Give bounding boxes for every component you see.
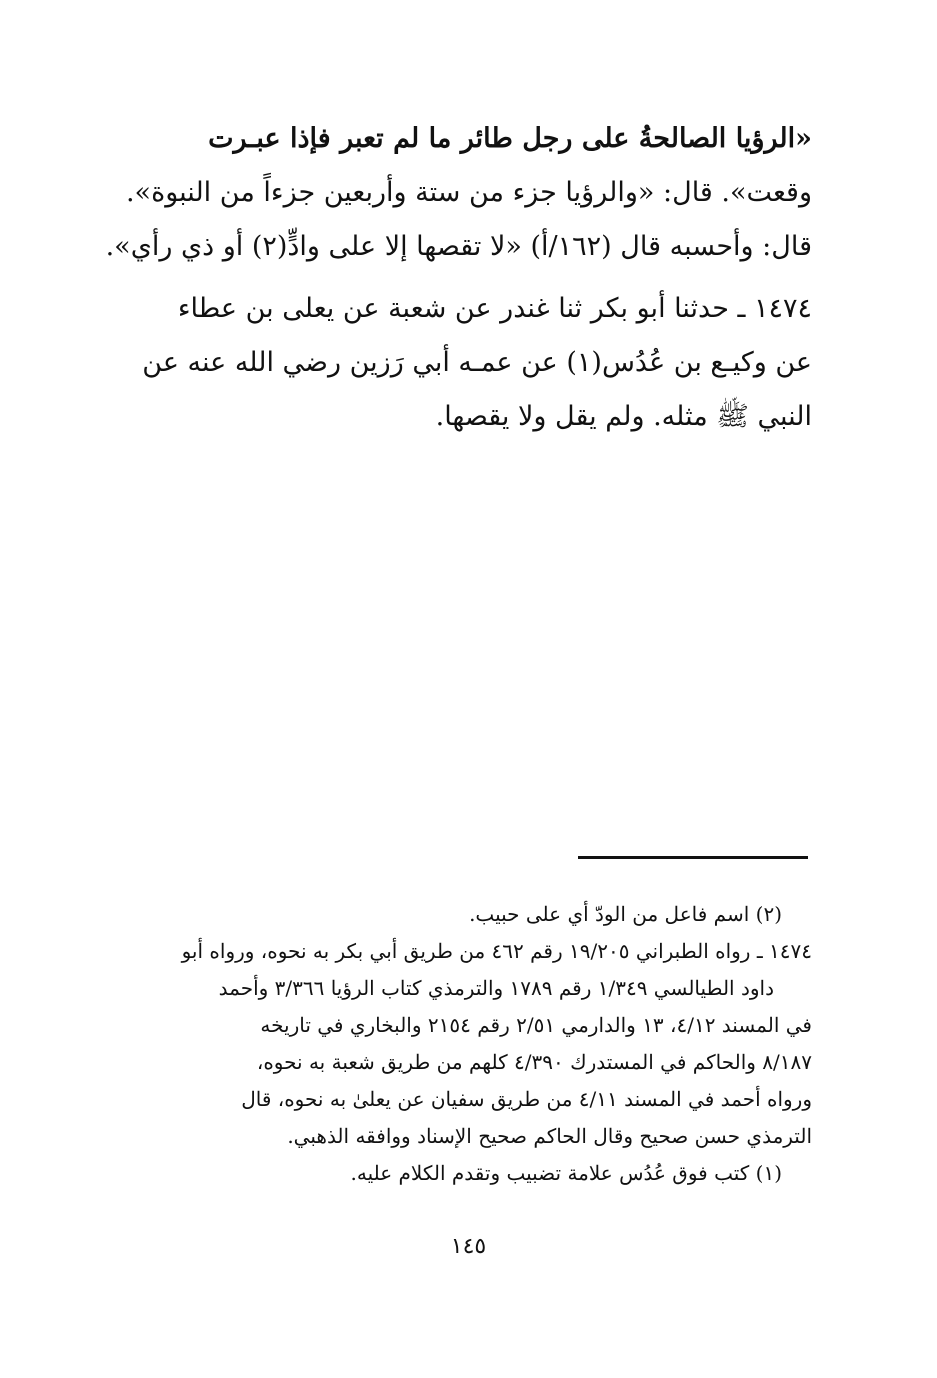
footnotes-section — [128, 896, 812, 1192]
takhrij-line: ٨/١٨٧ والحاكم في المستدرك ٤/٣٩٠ كلهم من طريق شعبة به نحوه، — [256, 1050, 812, 1074]
takhrij-line: في المسند ٤/١٢، ١٣ والدارمي ٢/٥١ رقم ٢١٥٤ والبخاري في تاريخه — [260, 1013, 812, 1037]
page-number: ١٤٥ — [450, 1234, 487, 1259]
takhrij-line: داود الطيالسي ١/٣٤٩ رقم ١٧٨٩ والترمذي كتاب الرؤيا ٣/٣٦٦ وأحمد — [218, 976, 774, 1000]
main-text-line: وقعت». قال: «والرؤيا جزء من ستة وأربعين جزءاً من النبوة». — [125, 177, 812, 208]
takhrij-line: الترمذي حسن صحيح وقال الحاكم صحيح الإسناد ووافقه الذهبي. — [287, 1124, 812, 1148]
footnote-separator — [578, 856, 808, 859]
takhrij-line: ورواه أحمد في المسند ٤/١١ من طريق سفيان عن يعلىٰ به نحوه، قال — [241, 1087, 812, 1111]
main-text-line: «الرؤيا الصالحةُ على رجل طائر ما لم تعبر فإذا عبـرت — [208, 123, 812, 154]
main-text-body — [105, 112, 812, 444]
takhrij-line: ١٤٧٤ ـ رواه الطبراني ١٩/٢٠٥ رقم ٤٦٢ من طريق أبي بكر به نحوه، ورواه أبو — [181, 939, 812, 963]
hadith-text-line: عن وكيـع بن عُدُس(١) عن عمـه أبي رَزين رضي الله عنه عن — [142, 347, 812, 378]
hadith-text-line: ١٤٧٤ ـ حدثنا أبو بكر ثنا غندر عن شعبة عن يعلى بن عطاء — [177, 293, 812, 324]
hadith-text-line: النبي ﷺ مثله. ولم يقل ولا يقصها. — [435, 401, 812, 432]
footnote-1: (١) كتب فوق عُدُس علامة تضبيب وتقدم الكلام عليه. — [350, 1161, 782, 1185]
hadith-1474 — [128, 282, 812, 444]
main-text-line: قال: وأحسبه قال (١٦٢/أ) «لا تقصها إلا على وادٍّ(٢) أو ذي رأي». — [105, 231, 812, 262]
footnote-2: (٢) اسم فاعل من الودّ أي على حبيب. — [469, 902, 782, 926]
